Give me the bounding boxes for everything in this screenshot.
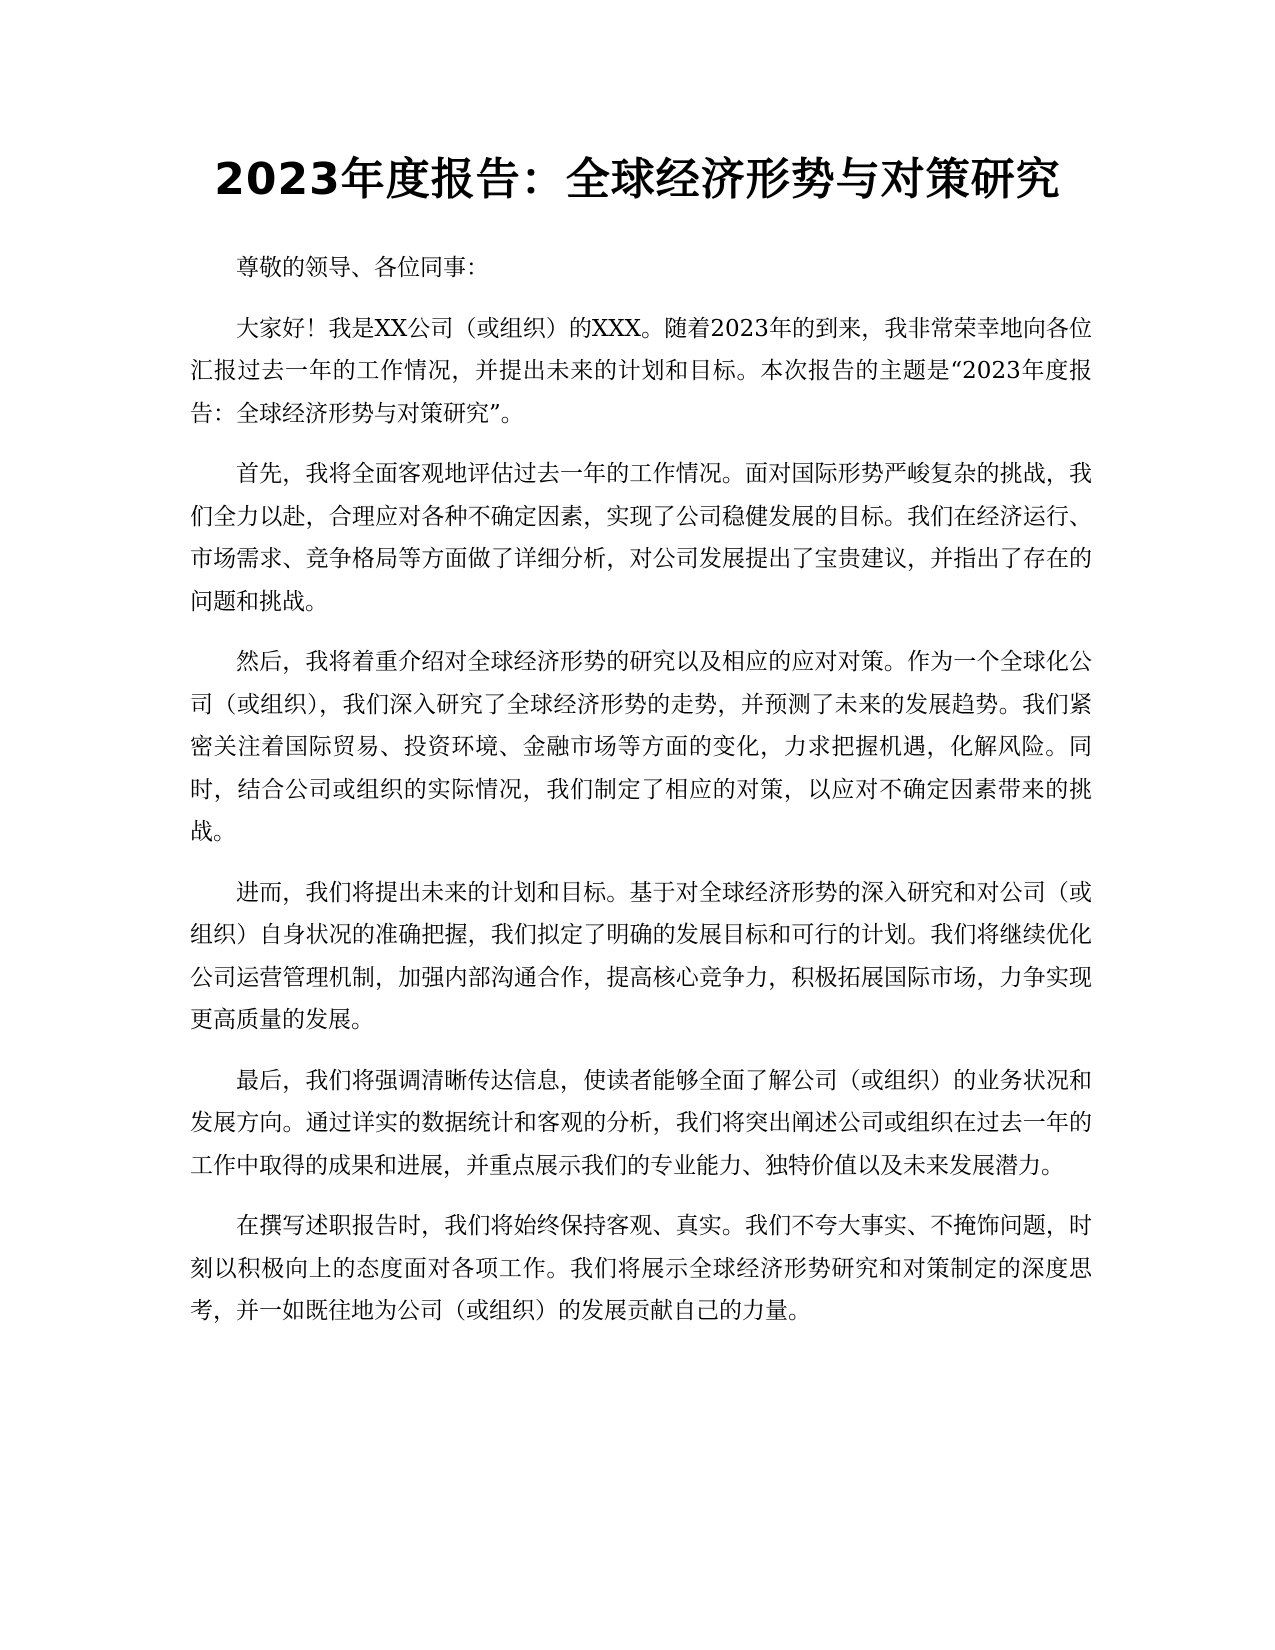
- salutation: 尊敬的领导、各位同事：: [236, 255, 489, 281]
- paragraph-6: 在撰写述职报告时，我们将始终保持客观、真实。我们不夸大事实、不掩饰问题，时刻以积极向上的态度面对各项工作。我们将展示全球经济形势研究和对策制定的深度思考，并一如既往地为公司（或组织）的发展贡献自己的力量。: [190, 1213, 1092, 1324]
- document-title: 2023年度报告：全球经济形势与对策研究: [214, 154, 1061, 205]
- paragraph-4: 进而，我们将提出未来的计划和目标。基于对全球经济形势的深入研究和对公司（或组织）自身状况的准确把握，我们拟定了明确的发展目标和可行的计划。我们将继续优化公司运营管理机制，加强内部沟通合作，提高核心竞争力，积极拓展国际市场，力争实现更高质量的发展。: [190, 879, 1092, 1033]
- paragraph-2: 首先，我将全面客观地评估过去一年的工作情况。面对国际形势严峻复杂的挑战，我们全力以赴，合理应对各种不确定因素，实现了公司稳健发展的目标。我们在经济运行、市场需求、竞争格局等方面做了详细分析，对公司发展提出了宝贵建议，并指出了存在的问题和挑战。: [190, 461, 1092, 615]
- document-body: [190, 247, 1092, 1351]
- paragraph-5: 最后，我们将强调清晰传达信息，使读者能够全面了解公司（或组织）的业务状况和发展方向。通过详实的数据统计和客观的分析，我们将突出阐述公司或组织在过去一年的工作中取得的成果和进展，并重点展示我们的专业能力、独特价值以及未来发展潜力。: [190, 1067, 1092, 1179]
- paragraph-3: 然后，我将着重介绍对全球经济形势的研究以及相应的应对对策。作为一个全球化公司（或组织），我们深入研究了全球经济形势的走势，并预测了未来的发展趋势。我们紧密关注着国际贸易、投资环境、金融市场等方面的变化，力求把握机遇，化解风险。同时，结合公司或组织的实际情况，我们制定了相应的对策，以应对不确定因素带来的挑战。: [190, 649, 1092, 845]
- paragraph-1: 大家好！我是XX公司（或组织）的XXX。随着2023年的到来，我非常荣幸地向各位汇报过去一年的工作情况，并提出未来的计划和目标。本次报告的主题是“2023年度报告：全球经济形势与对策研究”。: [190, 315, 1092, 427]
